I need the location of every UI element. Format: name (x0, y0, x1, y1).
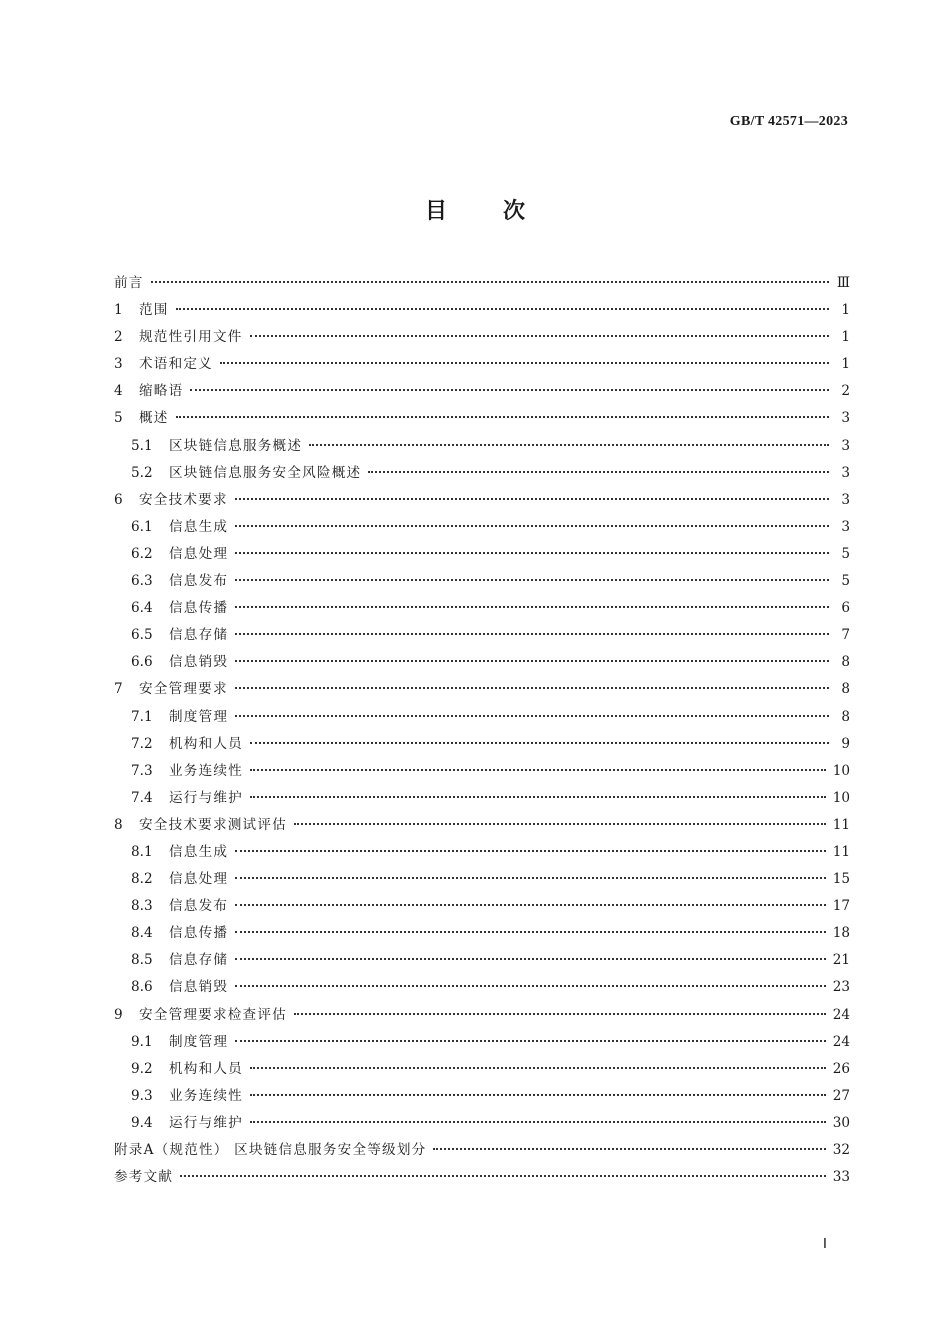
toc-entry-number: 9.2 (131, 1060, 153, 1077)
toc-entry[interactable] (114, 840, 850, 867)
dot-leader (235, 498, 829, 500)
toc-entry-number: 6.1 (131, 518, 153, 535)
toc-entry-number: 8.4 (131, 925, 153, 942)
toc-entry-number: 5.1 (131, 437, 153, 454)
toc-entry[interactable] (114, 596, 850, 623)
dot-leader (235, 660, 829, 662)
dot-leader (235, 633, 829, 635)
toc-entry-page: 11 (832, 816, 850, 833)
toc-entry-page: 33 (832, 1169, 850, 1186)
dot-leader (235, 715, 829, 717)
toc-entry[interactable] (114, 1111, 850, 1138)
toc-entry-label: 信息存储 (169, 627, 229, 644)
toc-entry-label: 信息销毁 (169, 654, 229, 671)
toc-entry-page: 1 (841, 302, 850, 319)
dot-leader (250, 742, 829, 744)
dot-leader (250, 335, 829, 337)
toc-entry-page: 27 (832, 1087, 850, 1104)
toc-entry[interactable] (114, 1030, 850, 1057)
toc-entry-page: 3 (841, 518, 850, 535)
toc-entry[interactable] (114, 623, 850, 650)
toc-entry-page: 8 (841, 708, 850, 725)
toc-entry-page: 11 (832, 843, 850, 860)
toc-entry-label: 机构和人员 (169, 735, 243, 752)
toc-entry[interactable] (114, 894, 850, 921)
toc-entry-page: 32 (832, 1142, 850, 1158)
toc-entry-number: 8 (114, 816, 123, 833)
toc-entry[interactable] (114, 1003, 850, 1030)
toc-entry[interactable] (114, 515, 850, 542)
toc-entry-page: Ⅲ (836, 275, 850, 291)
toc-entry-label: 业务连续性 (169, 1087, 243, 1104)
dot-leader (235, 606, 829, 608)
toc-entry[interactable] (114, 732, 850, 759)
toc-entry-number: 7.3 (131, 762, 153, 779)
toc-entry-label: 安全技术要求 (139, 491, 228, 508)
toc-entry-number: 9.4 (131, 1114, 153, 1131)
toc-entry-label: 参考文献 (114, 1169, 174, 1186)
toc-entry-page: 24 (832, 1033, 850, 1050)
toc-entry[interactable] (114, 1084, 850, 1111)
toc-entry-label: 运行与维护 (169, 789, 243, 806)
toc-entry-number: 3 (114, 356, 123, 373)
dot-leader (250, 769, 826, 771)
toc-entry-number: 7.1 (131, 708, 153, 725)
toc-entry-label: 前言 (114, 275, 144, 291)
toc-entry-label: 术语和定义 (139, 356, 213, 373)
toc-entry-label: 运行与维护 (169, 1114, 243, 1131)
toc-entry-page: 5 (841, 545, 850, 562)
toc-entry-label: 信息销毁 (169, 979, 229, 996)
toc-entry-label: 信息处理 (169, 545, 229, 562)
toc-entry[interactable] (114, 867, 850, 894)
toc-entry-page: 8 (841, 654, 850, 671)
toc-entry-page: 21 (832, 952, 850, 969)
toc-entry-label: 区块链信息服务概述 (169, 437, 303, 454)
dot-leader (235, 1040, 826, 1042)
toc-entry-label: 制度管理 (169, 1033, 229, 1050)
toc-entry-number: 6.6 (131, 654, 153, 671)
dot-leader (433, 1148, 825, 1150)
dot-leader (294, 823, 826, 825)
toc-entry[interactable] (114, 569, 850, 596)
dot-leader (235, 877, 826, 879)
toc-entry-number: 9.1 (131, 1033, 153, 1050)
toc-entry-page: 18 (832, 925, 850, 942)
toc-entry-label: 信息存储 (169, 952, 229, 969)
table-of-contents (114, 271, 850, 1192)
toc-entry-page: 7 (841, 627, 850, 644)
dot-leader (235, 552, 829, 554)
toc-entry[interactable] (114, 271, 850, 298)
dot-leader (250, 1067, 826, 1069)
toc-entry-number: 6.5 (131, 627, 153, 644)
toc-entry-label: 信息处理 (169, 871, 229, 888)
toc-entry[interactable] (114, 298, 850, 325)
dot-leader (176, 416, 829, 418)
toc-entry[interactable] (114, 488, 850, 515)
toc-entry-page: 2 (841, 383, 850, 400)
dot-leader (235, 985, 826, 987)
toc-entry-number: 6.2 (131, 545, 153, 562)
page-title: 目次 (424, 199, 581, 224)
dot-leader (235, 579, 829, 581)
toc-entry[interactable] (114, 461, 850, 488)
toc-entry-number: 9.3 (131, 1087, 153, 1104)
toc-entry-number: 8.1 (131, 843, 153, 860)
dot-leader (151, 281, 829, 283)
dot-leader (180, 1175, 826, 1177)
dot-leader (235, 931, 826, 933)
toc-entry-label: 信息传播 (169, 925, 229, 942)
toc-entry-label: 安全管理要求检查评估 (139, 1006, 287, 1023)
toc-entry[interactable] (114, 352, 850, 379)
toc-entry-label: 规范性引用文件 (139, 329, 243, 346)
toc-entry[interactable] (114, 948, 850, 975)
toc-entry-page: 6 (841, 600, 850, 617)
toc-entry-number: 7.4 (131, 789, 153, 806)
page-number: Ⅰ (822, 1237, 827, 1252)
toc-entry[interactable] (114, 650, 850, 677)
toc-entry-number: 9 (114, 1006, 123, 1023)
standard-number: GB/T 42571—2023 (729, 114, 848, 129)
toc-entry-page: 5 (841, 573, 850, 590)
toc-entry[interactable] (114, 759, 850, 786)
toc-entry-page: 1 (841, 356, 850, 373)
toc-entry[interactable] (114, 677, 850, 704)
toc-entry-label: 制度管理 (169, 708, 229, 725)
toc-entry-number: 4 (114, 383, 123, 400)
toc-entry-number: 7.2 (131, 735, 153, 752)
toc-entry-number: 6.4 (131, 600, 153, 617)
toc-entry-number: 1 (114, 302, 123, 319)
toc-entry-label: 信息生成 (169, 518, 229, 535)
dot-leader (368, 471, 829, 473)
dot-leader (235, 687, 829, 689)
dot-leader (220, 362, 829, 364)
toc-entry[interactable] (114, 379, 850, 406)
toc-entry-number: 6 (114, 491, 123, 508)
toc-entry-number: 6.3 (131, 573, 153, 590)
toc-entry[interactable] (114, 434, 850, 461)
toc-entry[interactable] (114, 786, 850, 813)
dot-leader (235, 904, 826, 906)
toc-entry-label: 业务连续性 (169, 762, 243, 779)
dot-leader (235, 958, 826, 960)
toc-entry[interactable] (114, 406, 850, 433)
toc-entry-page: 10 (832, 762, 850, 779)
toc-entry-label: 安全技术要求测试评估 (139, 816, 287, 833)
dot-leader (250, 796, 826, 798)
toc-entry-number: 7 (114, 681, 123, 698)
toc-entry-page: 30 (832, 1114, 850, 1131)
toc-entry-page: 23 (832, 979, 850, 996)
toc-entry-number: 8.5 (131, 952, 153, 969)
dot-leader (176, 308, 829, 310)
toc-entry-number: 5 (114, 410, 123, 427)
toc-entry-page: 10 (832, 789, 850, 806)
dot-leader (309, 444, 829, 446)
toc-entry-page: 26 (832, 1060, 850, 1077)
toc-entry-label: 安全管理要求 (139, 681, 228, 698)
toc-entry[interactable] (114, 1165, 850, 1192)
dot-leader (235, 850, 826, 852)
toc-entry-label: 概述 (139, 410, 169, 427)
toc-entry-label: 区块链信息服务安全风险概述 (169, 464, 362, 481)
dot-leader (190, 389, 829, 391)
toc-entry[interactable] (114, 813, 850, 840)
toc-entry-page: 8 (841, 681, 850, 698)
toc-entry-page: 3 (841, 437, 850, 454)
toc-entry-page: 15 (832, 871, 850, 888)
toc-entry-label: 机构和人员 (169, 1060, 243, 1077)
toc-entry[interactable] (114, 705, 850, 732)
toc-entry[interactable] (114, 542, 850, 569)
toc-entry-number: 8.6 (131, 979, 153, 996)
dot-leader (235, 525, 829, 527)
toc-entry[interactable] (114, 921, 850, 948)
toc-entry-label: 信息发布 (169, 898, 229, 915)
toc-entry-number: 5.2 (131, 464, 153, 481)
dot-leader (294, 1013, 826, 1015)
toc-entry-page: 9 (841, 735, 850, 752)
toc-entry[interactable] (114, 325, 850, 352)
toc-entry-label: 信息生成 (169, 843, 229, 860)
toc-entry-label: 信息传播 (169, 600, 229, 617)
toc-entry-page: 3 (841, 491, 850, 508)
toc-entry-page: 1 (841, 329, 850, 346)
toc-entry-number: 8.3 (131, 898, 153, 915)
toc-entry-label: 范围 (139, 302, 169, 319)
toc-entry[interactable] (114, 975, 850, 1002)
toc-entry-page: 3 (841, 464, 850, 481)
dot-leader (250, 1094, 826, 1096)
toc-entry-page: 17 (832, 898, 850, 915)
toc-entry-number: 2 (114, 329, 123, 346)
toc-entry[interactable] (114, 1138, 850, 1165)
dot-leader (250, 1121, 826, 1123)
toc-entry-number: 8.2 (131, 871, 153, 888)
toc-entry[interactable] (114, 1057, 850, 1084)
toc-entry-page: 3 (841, 410, 850, 427)
toc-entry-page: 24 (832, 1006, 850, 1023)
toc-entry-label: 缩略语 (139, 383, 184, 400)
toc-entry-label: 附录A（规范性） 区块链信息服务安全等级划分 (114, 1142, 427, 1158)
toc-entry-label: 信息发布 (169, 573, 229, 590)
